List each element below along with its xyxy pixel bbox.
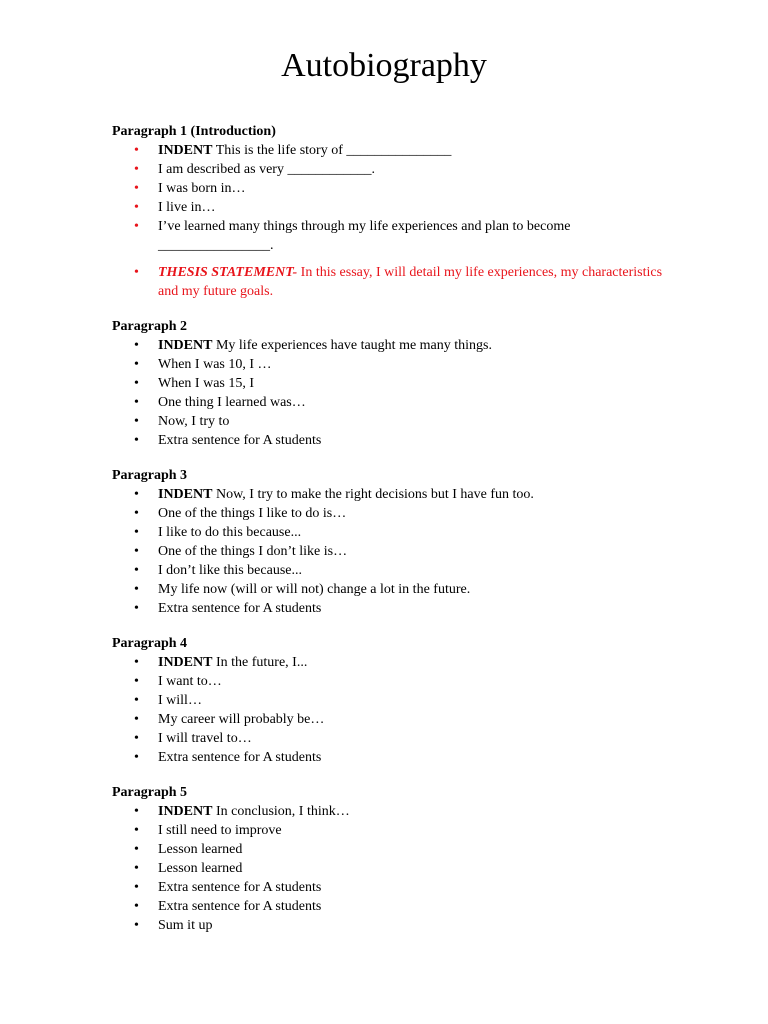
bullet-icon: • [134, 731, 139, 746]
bullet-icon: • [134, 162, 139, 177]
document-body [112, 122, 672, 935]
bullet-icon: • [134, 582, 139, 597]
list-item-text: In the future, I... [212, 655, 308, 670]
spacer [112, 450, 672, 466]
list-item-text: Extra sentence for A students [158, 433, 322, 448]
bullet-icon: • [134, 804, 139, 819]
section-paragraph-5 [112, 783, 672, 935]
bullet-list [112, 485, 672, 618]
bullet-icon: • [134, 918, 139, 933]
list-item [112, 691, 672, 710]
bullet-icon: • [134, 601, 139, 616]
list-item [112, 431, 672, 450]
list-item [112, 374, 672, 393]
bullet-icon: • [134, 880, 139, 895]
list-item [112, 672, 672, 691]
list-item [112, 599, 672, 618]
bullet-icon: • [134, 544, 139, 559]
list-item-text: When I was 10, I … [158, 357, 272, 372]
bullet-icon: • [134, 899, 139, 914]
bullet-list [112, 802, 672, 935]
list-item-text: Sum it up [158, 918, 213, 933]
section-heading: Paragraph 4 [112, 636, 188, 651]
list-item [112, 179, 672, 198]
bullet-icon: • [134, 655, 139, 670]
list-item-text: I still need to improve [158, 823, 282, 838]
bullet-icon: • [134, 842, 139, 857]
list-item [112, 198, 672, 217]
bullet-icon: • [134, 506, 139, 521]
list-item-text: I don’t like this because... [158, 563, 302, 578]
list-item-text: I was born in… [158, 181, 246, 196]
bullet-list [112, 336, 672, 450]
list-item [112, 653, 672, 672]
list-item [112, 542, 672, 561]
bullet-icon: • [134, 376, 139, 391]
bullet-list [112, 653, 672, 767]
section-heading: Paragraph 1 (Introduction) [112, 124, 276, 139]
list-item [112, 878, 672, 897]
list-item-text: I will… [158, 693, 202, 708]
list-item [112, 141, 672, 160]
list-item-text: One thing I learned was… [158, 395, 306, 410]
list-item-text: My life experiences have taught me many things. [212, 338, 492, 353]
list-item-text: Extra sentence for A students [158, 750, 322, 765]
list-item [112, 748, 672, 767]
bullet-icon: • [134, 357, 139, 372]
list-item [112, 412, 672, 431]
bullet-icon: • [134, 414, 139, 429]
list-item [112, 217, 672, 255]
list-item-text: I am described as very ____________. [158, 162, 375, 177]
list-item-text: I will travel to… [158, 731, 252, 746]
indent-label: INDENT [158, 338, 213, 353]
bullet-list [112, 141, 672, 301]
list-item [112, 821, 672, 840]
indent-label: INDENT [158, 487, 213, 502]
section-paragraph-1 [112, 122, 672, 301]
list-item-text: One of the things I like to do is… [158, 506, 347, 521]
list-item [112, 802, 672, 821]
list-item [112, 393, 672, 412]
bullet-icon: • [134, 143, 139, 158]
list-item [112, 859, 672, 878]
list-item-text: I’ve learned many things through my life experiences and plan to become ________________. [158, 219, 571, 253]
list-item-text: Extra sentence for A students [158, 601, 322, 616]
list-item [112, 710, 672, 729]
list-item-text: One of the things I don’t like is… [158, 544, 348, 559]
bullet-icon: • [134, 395, 139, 410]
list-item [112, 561, 672, 580]
list-item-text: I like to do this because... [158, 525, 302, 540]
list-item [112, 504, 672, 523]
bullet-icon: • [134, 338, 139, 353]
indent-label: INDENT [158, 655, 213, 670]
bullet-icon: • [134, 200, 139, 215]
bullet-icon: • [134, 487, 139, 502]
section-paragraph-2 [112, 317, 672, 450]
bullet-icon: • [134, 674, 139, 689]
list-item-text: Now, I try to [158, 414, 230, 429]
list-item [112, 355, 672, 374]
list-item-text: I live in… [158, 200, 216, 215]
thesis-statement-item [112, 263, 672, 301]
thesis-text: In this essay, I will detail my life experiences, my characteristics and my future goals. [158, 265, 663, 299]
list-item-text: Now, I try to make the right decisions but I have fun too. [212, 487, 534, 502]
bullet-icon: • [134, 823, 139, 838]
bullet-icon: • [134, 861, 139, 876]
bullet-icon: • [134, 712, 139, 727]
list-item-text: Lesson learned [158, 861, 243, 876]
list-item [112, 580, 672, 599]
bullet-icon: • [134, 750, 139, 765]
bullet-icon: • [134, 181, 139, 196]
bullet-icon: • [134, 433, 139, 448]
page-title: Autobiography [281, 47, 487, 84]
list-item-text: This is the life story of _______________ [212, 143, 452, 158]
list-item-text: Extra sentence for A students [158, 899, 322, 914]
bullet-icon: • [134, 693, 139, 708]
bullet-icon: • [134, 265, 139, 280]
list-item [112, 160, 672, 179]
list-item [112, 336, 672, 355]
indent-label: INDENT [158, 804, 213, 819]
list-item-text: In conclusion, I think… [212, 804, 350, 819]
list-item-text: Lesson learned [158, 842, 243, 857]
bullet-icon: • [134, 563, 139, 578]
list-item [112, 729, 672, 748]
spacer [112, 301, 672, 317]
section-paragraph-4 [112, 634, 672, 767]
list-item [112, 840, 672, 859]
list-item [112, 916, 672, 935]
list-item-text: When I was 15, I [158, 376, 255, 391]
list-item [112, 523, 672, 542]
list-item [112, 485, 672, 504]
list-item-text: Extra sentence for A students [158, 880, 322, 895]
list-item [112, 897, 672, 916]
spacer [112, 255, 672, 263]
bullet-icon: • [134, 219, 139, 234]
section-heading: Paragraph 2 [112, 319, 188, 334]
indent-label: INDENT [158, 143, 213, 158]
section-heading: Paragraph 3 [112, 468, 188, 483]
bullet-icon: • [134, 525, 139, 540]
thesis-label: THESIS STATEMENT- [158, 265, 298, 280]
list-item-text: My career will probably be… [158, 712, 325, 727]
spacer [112, 618, 672, 634]
list-item-text: My life now (will or will not) change a lot in the future. [158, 582, 471, 597]
spacer [112, 767, 672, 783]
section-paragraph-3 [112, 466, 672, 618]
section-heading: Paragraph 5 [112, 785, 188, 800]
list-item-text: I want to… [158, 674, 222, 689]
